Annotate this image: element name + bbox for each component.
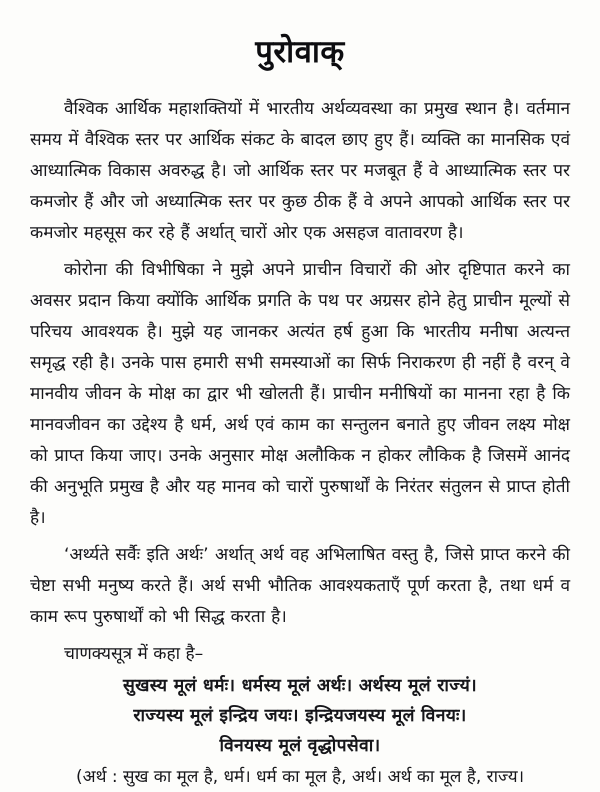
verse-block: [30, 671, 570, 761]
paragraph-3: ‘अर्थ्यते सर्वैः इति अर्थः’ अर्थात् अर्थ वह अभिलाषित वस्तु है, जिसे प्राप्त करने की चेष्टा सभी मनुष्य करते हैं। अर्थ सभी भौतिक आवश्यकताएँ पूर्ण करता है, तथा धर्म व काम रूप पुरुषार्थों को भी सिद्ध करता है।: [30, 545, 570, 627]
paragraph-1: वैश्विक आर्थिक महाशक्तियों में भारतीय अर्थव्यवस्था का प्रमुख स्थान है। वर्तमान समय में वैश्विक स्तर पर आर्थिक संकट के बादल छाए हुए हैं। व्यक्ति का मानसिक एवं आध्यात्मिक विकास अवरुद्ध है। जो आर्थिक स्तर पर मजबूत हैं वे आध्यात्मिक स्तर पर कमजोर हैं और जो अध्यात्मिक स्तर पर कुछ ठीक हैं वे अपने आपको आर्थिक स्तर पर कमजोर महसूस कर रहे हैं अर्थात् चारों ओर एक असहज वातावरण है।: [30, 99, 570, 243]
verse-line-3: विनयस्य मूलं वृद्धोपसेवा।: [219, 736, 381, 756]
paragraph-2: कोरोना की विभीषिका ने मुझे अपने प्राचीन विचारों की ओर दृष्टिपात करने का अवसर प्रदान किया क्योंकि आर्थिक प्रगति के पथ पर अग्रसर होने हेतु प्राचीन मूल्यों से परिचय आवश्यक है। मुझे यह जानकर अत्यंत हर्ष हुआ कि भारतीय मनीषा अत्यन्त समृद्ध रही है। उनके पास हमारी सभी समस्याओं का सिर्फ निराकरण ही नहीं है वरन् वे मानवीय जीवन के मोक्ष का द्वार भी खोलती हैं। प्राचीन मनीषियों का मानना रहा है कि मानवजीवन का उद्देश्य है धर्म, अर्थ एवं काम का सन्तुलन बनाते हुए जीवन लक्ष्य मोक्ष को प्राप्त किया जाए। उनके अनुसार मोक्ष अलौकिक न होकर लौकिक है जिसमें आनंद की अनुभूति प्रमुख है और यह मानव को चारों पुरुषार्थों के निरंतर संतुलन से प्राप्त होती है।: [30, 260, 570, 528]
verse-line-1: सुखस्य मूलं धर्मः। धर्मस्य मूलं अर्थः। अर्थस्य मूलं राज्यं।: [123, 676, 477, 696]
chanakya-sutra-intro: चाणक्यसूत्र में कहा है–: [64, 644, 204, 664]
verse-line-2: राज्यस्य मूलं इन्द्रिय जयः। इन्द्रियजयस्य मूलं विनयः।: [133, 706, 467, 726]
page-title: पुरोवाक्: [255, 34, 345, 70]
verse-gloss: (अर्थ : सुख का मूल है, धर्म। धर्म का मूल है, अर्थ। अर्थ का मूल है, राज्य।: [75, 767, 525, 787]
